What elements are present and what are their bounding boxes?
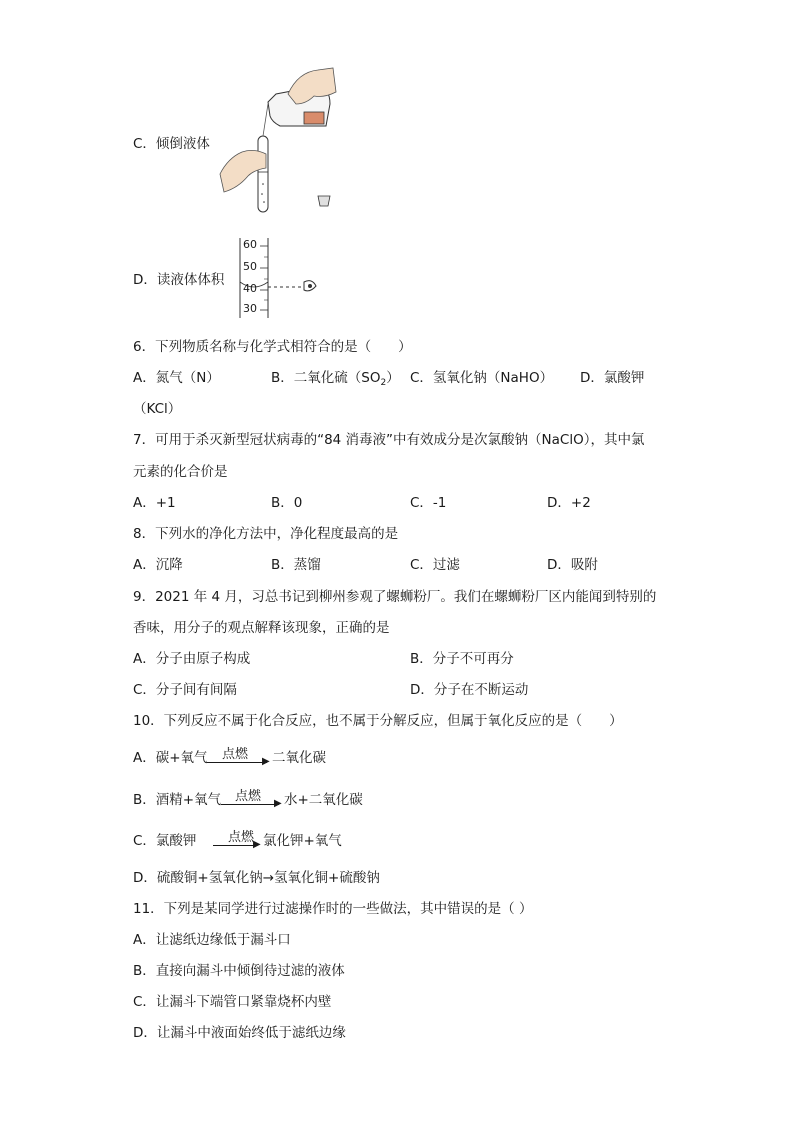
q9-option-c[interactable]: C．分子间有间隔 <box>133 682 237 698</box>
q7-option-a[interactable]: A．+1 <box>133 495 176 511</box>
q8-option-c[interactable]: C．过滤 <box>410 557 460 573</box>
q8-option-a[interactable]: A．沉降 <box>133 557 183 573</box>
q6-option-d-formula: （KCl） <box>133 401 182 417</box>
q7-option-c[interactable]: C．-1 <box>410 495 447 511</box>
q10-option-a-arrowhead-icon: ▶ <box>262 756 270 767</box>
q6-option-b-close: ） <box>386 370 400 386</box>
q10-option-a-arrow <box>207 762 267 763</box>
q10-option-c-arrow <box>213 845 257 846</box>
q8-option-d[interactable]: D．吸附 <box>547 557 598 573</box>
question-7-stem-line1: 7．可用于杀灭新型冠状病毒的“84 消毒液”中有效成分是次氯酸钠（NaClO），其中氯 <box>133 432 645 448</box>
q10-option-c-left[interactable]: C．氯酸钾 <box>133 833 197 849</box>
q6-option-b-text: B．二氧化硫（SO <box>271 370 381 386</box>
cylinder-tick-30: 30 <box>243 302 257 315</box>
q9-option-a[interactable]: A．分子由原子构成 <box>133 651 251 667</box>
q10-option-b-condition: 点燃 <box>235 789 262 804</box>
cylinder-tick-40: 40 <box>243 282 257 295</box>
option-c-label: C．倾倒液体 <box>133 136 210 152</box>
q9-option-d[interactable]: D．分子在不断运动 <box>410 682 529 698</box>
q10-option-b-arrow <box>221 804 279 805</box>
q11-option-d[interactable]: D．让漏斗中液面始终低于滤纸边缘 <box>133 1025 346 1041</box>
q10-option-d[interactable]: D．硫酸铜+氢氧化钠→氢氧化铜+硫酸钠 <box>133 870 380 886</box>
q6-option-a[interactable]: A．氮气（N） <box>133 370 220 386</box>
cylinder-tick-60: 60 <box>243 238 257 251</box>
q7-option-d[interactable]: D．+2 <box>547 495 591 511</box>
q8-option-b[interactable]: B．蒸馏 <box>271 557 321 573</box>
q11-option-a[interactable]: A．让滤纸边缘低于漏斗口 <box>133 932 291 948</box>
q11-option-c[interactable]: C．让漏斗下端管口紧靠烧杯内壁 <box>133 994 332 1010</box>
question-8-stem: 8．下列水的净化方法中，净化程度最高的是 <box>133 526 399 542</box>
q10-option-b-arrowhead-icon: ▶ <box>274 798 282 809</box>
question-11-stem: 11．下列是某同学进行过滤操作时的一些做法，其中错误的是（ ） <box>133 901 533 917</box>
q6-option-b-subscript: 2 <box>380 378 387 388</box>
q6-option-b[interactable] <box>271 369 400 392</box>
cylinder-tick-50: 50 <box>243 260 257 273</box>
q6-option-c[interactable]: C．氢氧化钠（NaHO） <box>410 370 554 386</box>
q10-option-b-right: 水+二氧化碳 <box>284 792 363 808</box>
q10-option-a-left[interactable]: A．碳+氧气 <box>133 750 208 766</box>
q10-option-c-arrowhead-icon: ▶ <box>253 839 261 850</box>
q10-option-a-condition: 点燃 <box>222 747 249 762</box>
question-9-stem-line1: 9．2021 年 4 月，习总书记到柳州参观了螺蛳粉厂。我们在螺蛳粉厂区内能闻到特别的 <box>133 589 657 605</box>
q10-option-b-left[interactable]: B．酒精+氧气 <box>133 792 222 808</box>
q10-option-c-condition: 点燃 <box>228 830 255 845</box>
pouring-liquid-illustration <box>218 64 338 214</box>
q7-option-b[interactable]: B．0 <box>271 495 303 511</box>
q10-option-c-right: 氯化钾+氧气 <box>263 833 342 849</box>
question-9-stem-line2: 香味，用分子的观点解释该现象，正确的是 <box>133 620 390 636</box>
question-7-stem-line2: 元素的化合价是 <box>133 464 228 480</box>
q11-option-b[interactable]: B．直接向漏斗中倾倒待过滤的液体 <box>133 963 345 979</box>
question-6-stem: 6．下列物质名称与化学式相符合的是（ ） <box>133 339 412 355</box>
option-d-label: D．读液体体积 <box>133 272 225 288</box>
question-10-stem: 10．下列反应不属于化合反应，也不属于分解反应，但属于氧化反应的是（ ） <box>133 713 623 729</box>
q9-option-b[interactable]: B．分子不可再分 <box>410 651 514 667</box>
q10-option-a-right: 二氧化碳 <box>272 750 326 766</box>
q6-option-d[interactable]: D．氯酸钾 <box>580 370 645 386</box>
